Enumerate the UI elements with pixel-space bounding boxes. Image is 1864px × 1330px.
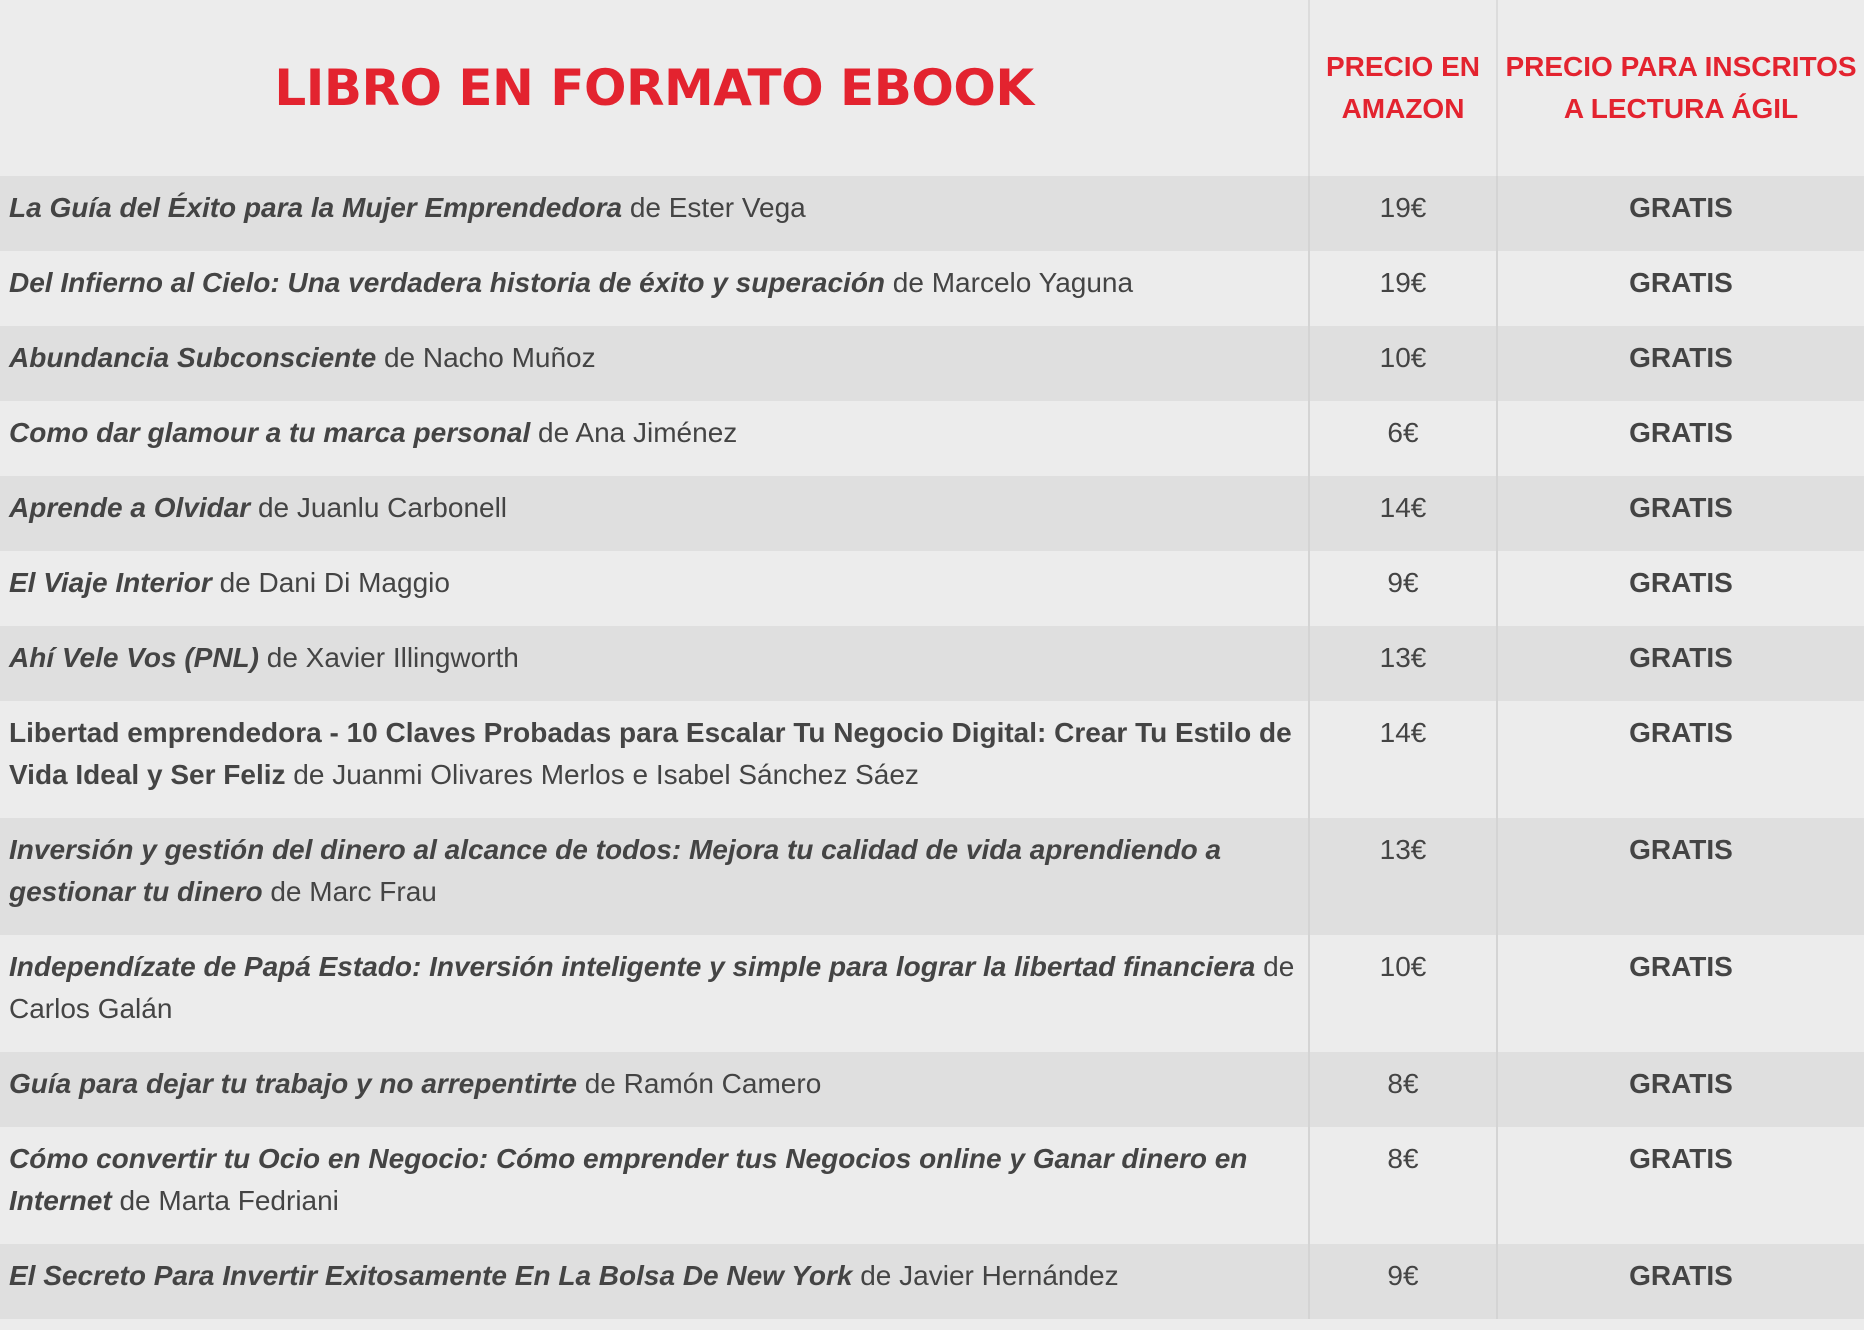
book-title: El Viaje Interior — [9, 567, 212, 598]
book-cell — [0, 1127, 1309, 1244]
amazon-price: 8€ — [1309, 1052, 1497, 1127]
subscriber-price: GRATIS — [1497, 476, 1864, 551]
amazon-price: 13€ — [1309, 818, 1497, 935]
book-title: Guía para dejar tu trabajo y no arrepentirte — [9, 1068, 577, 1099]
book-title: Cómo convertir tu Ocio en Negocio: Cómo emprender tus Negocios online y Ganar dinero en Internet — [9, 1143, 1248, 1216]
table-row — [0, 818, 1864, 935]
book-cell — [0, 476, 1309, 551]
table-row — [0, 176, 1864, 251]
book-title: Independízate de Papá Estado: Inversión inteligente y simple para lograr la libertad financiera — [9, 951, 1256, 982]
book-cell — [0, 818, 1309, 935]
table-row — [0, 626, 1864, 701]
book-author: de Ana Jiménez — [530, 417, 738, 448]
book-title: Ahí Vele Vos (PNL) — [9, 642, 259, 673]
book-title: Como dar glamour a tu marca personal — [9, 417, 531, 448]
book-cell — [0, 701, 1309, 818]
amazon-price: 10€ — [1309, 935, 1497, 1052]
book-author: de Marc Frau — [262, 876, 437, 907]
table-row — [0, 1052, 1864, 1127]
subscriber-price: GRATIS — [1497, 626, 1864, 701]
subscriber-price: GRATIS — [1497, 176, 1864, 251]
book-title: Del Infierno al Cielo: Una verdadera historia de éxito y superación — [9, 267, 886, 298]
book-cell — [0, 326, 1309, 401]
amazon-price: 19€ — [1309, 176, 1497, 251]
table-row — [0, 1244, 1864, 1319]
book-author: de Marcelo Yaguna — [885, 267, 1134, 298]
subscriber-price: GRATIS — [1497, 1052, 1864, 1127]
subscriber-price: GRATIS — [1497, 701, 1864, 818]
amazon-price: 14€ — [1309, 701, 1497, 818]
book-cell — [0, 551, 1309, 626]
header-amazon-price: PRECIO EN AMAZON — [1309, 0, 1497, 176]
book-cell — [0, 1244, 1309, 1319]
book-author: de Xavier Illingworth — [258, 642, 519, 673]
book-author: de Carlos Galán — [9, 951, 1295, 1024]
table-row — [0, 401, 1864, 476]
book-author: de Ester Vega — [622, 192, 806, 223]
book-title: Aprende a Olvidar — [9, 492, 251, 523]
table-row — [0, 551, 1864, 626]
table-row — [0, 326, 1864, 401]
subscriber-price: GRATIS — [1497, 326, 1864, 401]
subscriber-price: GRATIS — [1497, 1244, 1864, 1319]
book-title: Inversión y gestión del dinero al alcance de todos: Mejora tu calidad de vida aprendiendo a gestionar tu dinero — [9, 834, 1222, 907]
header-subscriber-price: PRECIO PARA INSCRITOS A LECTURA ÁGIL — [1497, 0, 1864, 176]
amazon-price: 6€ — [1309, 401, 1497, 476]
book-author: de Marta Fedriani — [111, 1185, 339, 1216]
book-cell — [0, 626, 1309, 701]
amazon-price: 8€ — [1309, 1127, 1497, 1244]
amazon-price: 9€ — [1309, 1244, 1497, 1319]
book-author: de Ramón Camero — [576, 1068, 822, 1099]
book-cell — [0, 1052, 1309, 1127]
book-cell — [0, 176, 1309, 251]
book-title: El Secreto Para Invertir Exitosamente En La Bolsa De New York — [9, 1260, 853, 1291]
subscriber-price: GRATIS — [1497, 818, 1864, 935]
table-row — [0, 935, 1864, 1052]
book-author: de Dani Di Maggio — [211, 567, 450, 598]
header-row — [0, 0, 1864, 176]
header-ebook-title: LIBRO EN FORMATO EBOOK — [0, 0, 1309, 176]
amazon-price: 10€ — [1309, 326, 1497, 401]
book-author: de Nacho Muñoz — [376, 342, 596, 373]
book-author: de Javier Hernández — [852, 1260, 1119, 1291]
book-cell — [0, 401, 1309, 476]
book-title: Libertad emprendedora - 10 Claves Probadas para Escalar Tu Negocio Digital: Crear Tu Estilo de Vida Ideal y Ser Feliz — [9, 717, 1292, 790]
table-body — [0, 176, 1864, 1319]
subscriber-price: GRATIS — [1497, 1127, 1864, 1244]
book-author: de Juanlu Carbonell — [250, 492, 508, 523]
amazon-price: 13€ — [1309, 626, 1497, 701]
amazon-price: 19€ — [1309, 251, 1497, 326]
subscriber-price: GRATIS — [1497, 401, 1864, 476]
table-row — [0, 476, 1864, 551]
subscriber-price: GRATIS — [1497, 551, 1864, 626]
table-row — [0, 701, 1864, 818]
subscriber-price: GRATIS — [1497, 251, 1864, 326]
book-cell — [0, 251, 1309, 326]
table-header — [0, 0, 1864, 176]
book-title: La Guía del Éxito para la Mujer Emprendedora — [9, 192, 623, 223]
amazon-price: 9€ — [1309, 551, 1497, 626]
subscriber-price: GRATIS — [1497, 935, 1864, 1052]
table-row — [0, 1127, 1864, 1244]
book-title: Abundancia Subconsciente — [9, 342, 377, 373]
book-cell — [0, 935, 1309, 1052]
table-row — [0, 251, 1864, 326]
amazon-price: 14€ — [1309, 476, 1497, 551]
book-author: de Juanmi Olivares Merlos e Isabel Sánchez Sáez — [285, 759, 919, 790]
